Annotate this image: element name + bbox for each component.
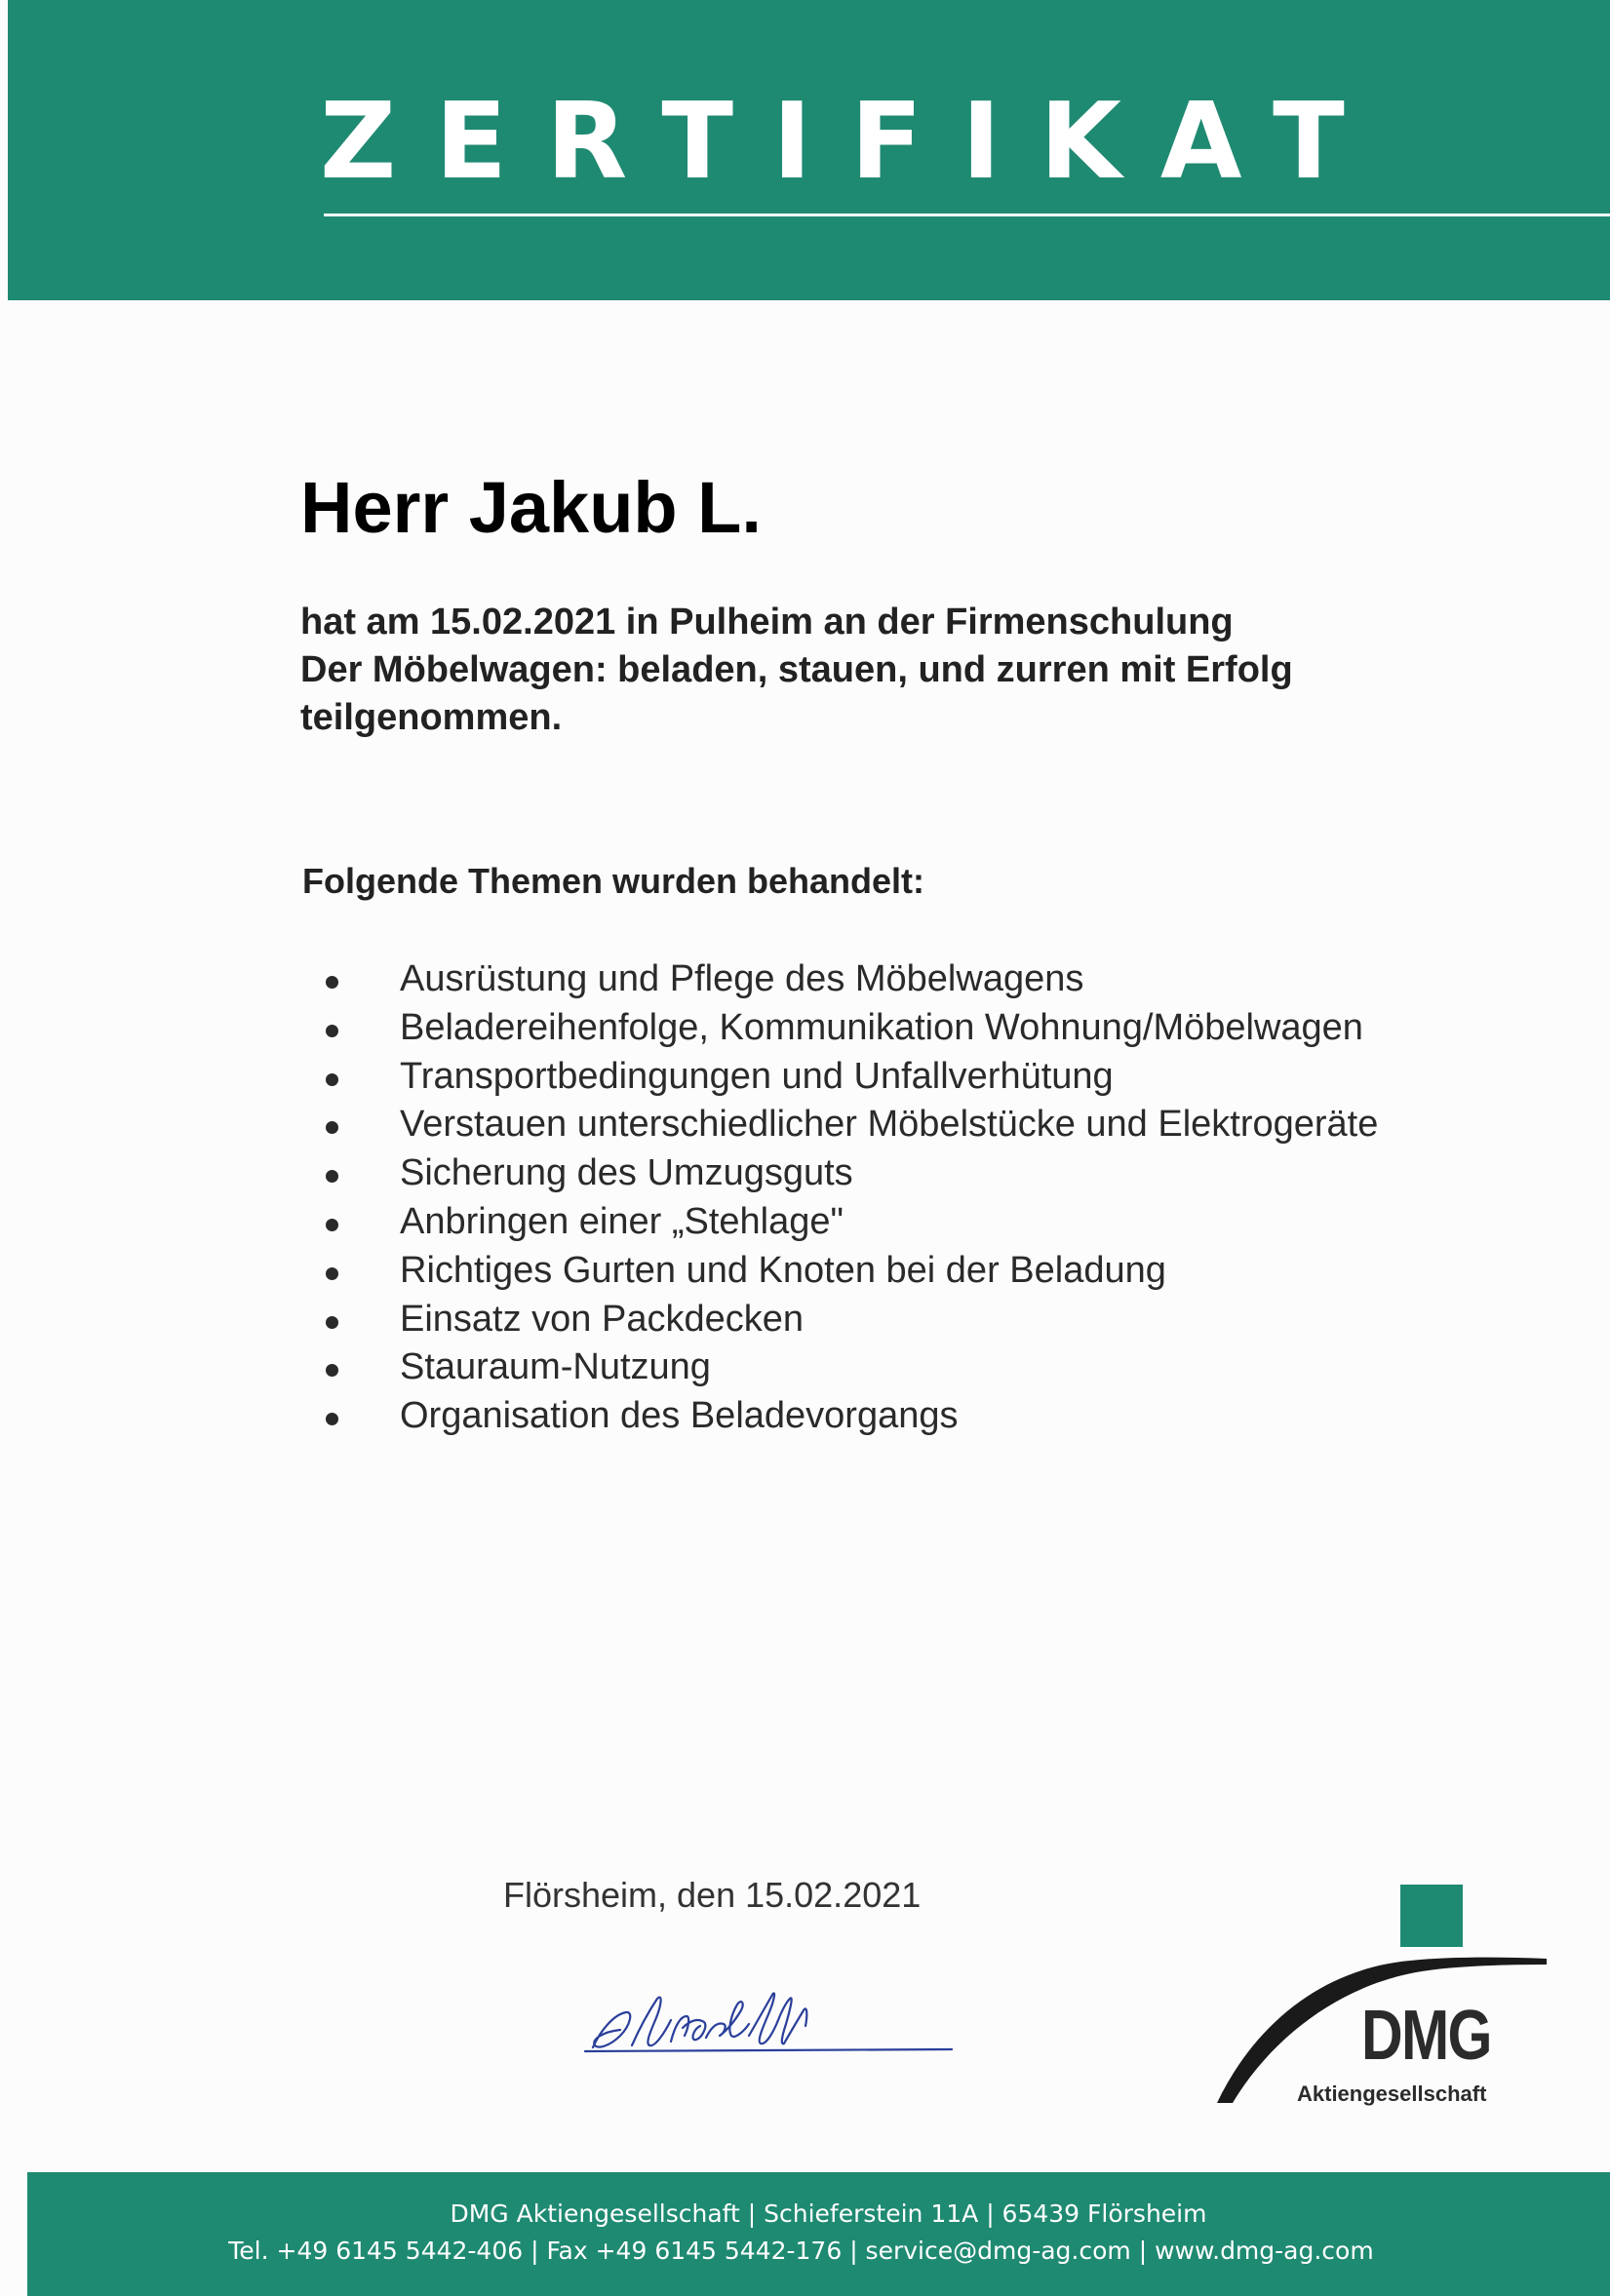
topic-item: [322, 1101, 1492, 1149]
topic-item: [322, 1053, 1492, 1102]
topic-label: Transportbedingungen und Unfallverhütung: [400, 1055, 1114, 1097]
bullet-icon: [326, 1170, 338, 1183]
participation-statement: [300, 599, 1432, 742]
topic-label: Stauraum-Nutzung: [400, 1346, 711, 1388]
topic-item: [322, 1296, 1492, 1344]
recipient-name: Herr Jakub L.: [300, 467, 762, 548]
header-divider: [324, 214, 1610, 216]
logo-brand-text: DMG: [1361, 1997, 1491, 2075]
dmg-logo: [1215, 1879, 1547, 2113]
topic-label: Organisation des Beladevorgangs: [400, 1395, 959, 1437]
footer-contact: Tel. +49 6145 5442-406 | Fax +49 6145 5442-176 | service@dmg-ag.com | www.dmg-ag.com: [228, 2237, 1374, 2265]
statement-line: Der Möbelwagen: beladen, stauen, und zurren mit Erfolg: [300, 649, 1293, 690]
bullet-icon: [326, 1267, 338, 1280]
topic-item: [322, 1343, 1492, 1392]
place-and-date: Flörsheim, den 15.02.2021: [503, 1875, 922, 1915]
bullet-icon: [326, 1219, 338, 1231]
bullet-icon: [326, 1316, 338, 1329]
topic-item: [322, 1392, 1492, 1441]
statement-line: hat am 15.02.2021 in Pulheim an der Firmenschulung: [300, 602, 1234, 642]
topic-label: Richtiges Gurten und Knoten bei der Beladung: [400, 1249, 1166, 1291]
bullet-icon: [326, 976, 338, 989]
bullet-icon: [326, 1121, 338, 1134]
topic-label: Beladereihenfolge, Kommunikation Wohnung/Möbelwagen: [400, 1006, 1363, 1048]
statement-line: teilgenommen.: [300, 697, 563, 738]
topic-label: Einsatz von Packdecken: [400, 1298, 805, 1340]
topics-list: [322, 955, 1492, 1441]
footer-address: DMG Aktiengesellschaft | Schieferstein 11A | 65439 Flörsheim: [450, 2199, 1207, 2228]
topic-item: [322, 1149, 1492, 1198]
topics-heading: Folgende Themen wurden behandelt:: [302, 861, 925, 901]
signature-image: [581, 1971, 957, 2069]
topic-item: [322, 955, 1492, 1004]
bullet-icon: [326, 1073, 338, 1086]
bullet-icon: [326, 1364, 338, 1377]
footer-band: [27, 2172, 1610, 2296]
topic-label: Ausrüstung und Pflege des Möbelwagens: [400, 958, 1084, 999]
topic-item: [322, 1247, 1492, 1296]
topic-item: [322, 1004, 1492, 1053]
topic-label: Verstauen unterschiedlicher Möbelstücke und Elektrogeräte: [400, 1104, 1379, 1146]
bullet-icon: [326, 1413, 338, 1425]
logo-swoosh-icon: [1215, 1879, 1547, 2113]
topic-item: [322, 1198, 1492, 1247]
topic-label: Sicherung des Umzugsguts: [400, 1152, 853, 1194]
topic-label: Anbringen einer „Stehlage": [400, 1200, 844, 1242]
certificate-title: ZERTIFIKAT: [320, 81, 1384, 203]
bullet-icon: [326, 1025, 338, 1037]
logo-subtitle: Aktiengesellschaft: [1297, 2082, 1487, 2106]
